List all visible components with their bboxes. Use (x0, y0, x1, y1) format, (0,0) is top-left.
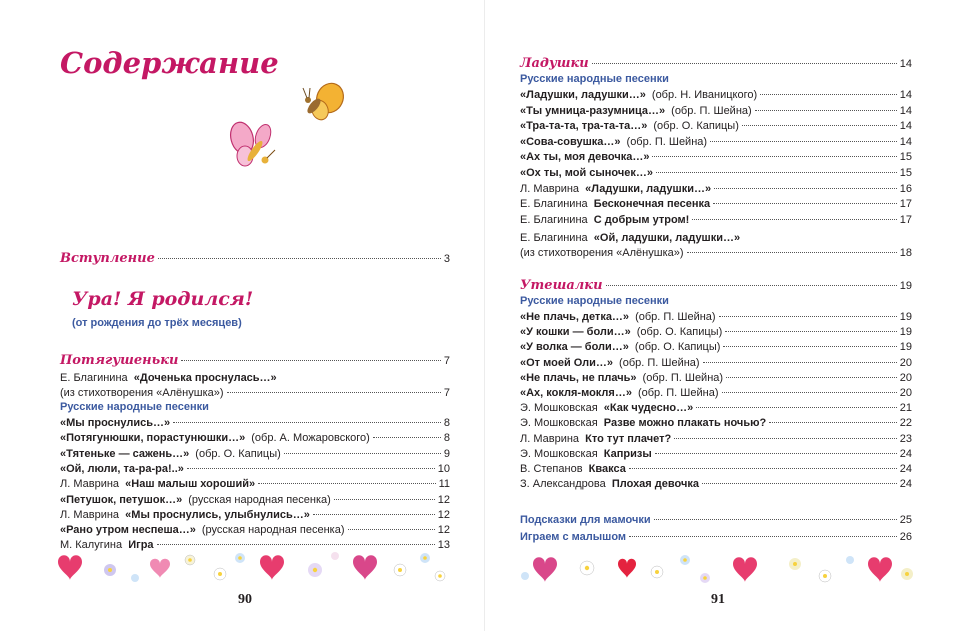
toc-entry[interactable] (520, 477, 912, 491)
entry-author: Л. Маврина (60, 508, 120, 521)
flowers-hearts-decoration (515, 550, 925, 590)
butterfly-orange-icon (300, 80, 350, 130)
toc-entry[interactable] (520, 462, 912, 476)
toc-entry[interactable] (60, 462, 450, 476)
entry-page: 17 (899, 213, 912, 226)
entry-title: «Не плачь, детка…» (520, 311, 630, 323)
entry-note: (обр. О. Капицы) (195, 447, 281, 460)
toc-entry[interactable] (520, 104, 912, 118)
entry-page: 16 (899, 182, 912, 195)
entry-author: З. Александрова (520, 478, 606, 491)
entry-author: В. Степанов (520, 463, 583, 475)
entry-title: «Мы проснулись, улыбнулись…» (125, 508, 310, 521)
entry-title: Капризы (603, 447, 652, 460)
entry-title: Кто тут плачет? (585, 432, 672, 445)
entry-author: Л. Маврина (520, 432, 580, 445)
toc-entry[interactable] (520, 416, 912, 430)
entry-page: 8 (443, 417, 450, 429)
entry-title: Игра (128, 539, 154, 552)
entry-title: Плохая девочка (611, 478, 699, 491)
toc-entry[interactable] (520, 401, 912, 415)
entry-title: Разве можно плакать ночью? (603, 417, 767, 430)
toc-entry[interactable] (60, 508, 450, 522)
flowers-hearts-decoration (40, 548, 460, 588)
entry-author: Е. Благинина (520, 198, 588, 211)
entry-page: 24 (899, 447, 912, 460)
toc-entry[interactable] (520, 213, 912, 227)
entry-page: 24 (899, 478, 912, 491)
toc-entry[interactable] (520, 166, 912, 180)
entry-page: 19 (899, 326, 912, 339)
entry-page: 23 (899, 432, 912, 445)
right-page (485, 0, 970, 631)
entry-author: Э. Мошковская (520, 447, 598, 460)
entry-page: 14 (899, 104, 912, 117)
subheading: Русские народные песенки (520, 295, 669, 307)
entry-page: 14 (899, 135, 912, 148)
page-number: 90 (238, 592, 252, 607)
toc-entry[interactable] (520, 340, 912, 354)
entry-title: «У кошки — боли…» (520, 326, 631, 339)
entry-title: «Ах ты, моя девочка…» (520, 151, 650, 164)
toc-entry-line: Е. Благинина «Ой, ладушки, ладушки…» (520, 232, 741, 244)
entry-title: «Ладушки, ладушки…» (520, 89, 646, 101)
toc-entry[interactable] (520, 447, 912, 461)
entry-title: «Ох ты, мой сыночек…» (520, 167, 653, 179)
toc-entry[interactable] (60, 493, 450, 507)
entry-title: «Как чудесно…» (603, 402, 694, 415)
entry-title: «Тятеньке — сажень…» (60, 447, 190, 460)
entry-page: 9 (443, 447, 450, 460)
entry-page: 21 (899, 402, 912, 415)
toc-entry[interactable] (60, 431, 450, 445)
toc-entry[interactable] (520, 182, 912, 196)
entry-author: Л. Маврина (520, 182, 580, 195)
subheading: Русские народные песенки (60, 401, 209, 413)
entry-title: «Тра-та-та, тра-та-та…» (520, 120, 648, 133)
entry-title: «Рано утром неспеша…» (60, 524, 196, 537)
toc-entry[interactable] (60, 447, 450, 461)
entry-title: «Петушок, петушок…» (60, 493, 183, 506)
entry-page: 14 (899, 120, 912, 133)
entry-note: (обр. П. Шейна) (637, 387, 719, 399)
entry-page: 17 (899, 198, 912, 211)
toc-entry[interactable] (520, 150, 912, 164)
toc-entry[interactable] (60, 416, 450, 430)
toc-entry[interactable] (520, 197, 912, 211)
subheading: Русские народные песенки (520, 73, 669, 85)
entry-author: Э. Мошковская (520, 402, 598, 415)
page-number: 91 (711, 592, 725, 607)
entry-title: «Потягунюшки, порастунюшки…» (60, 432, 246, 445)
toc-section-uteshalki[interactable]: Утешалки 19 (520, 278, 912, 293)
toc-entry-extra[interactable] (520, 513, 912, 527)
entry-page: 20 (899, 387, 912, 399)
entry-note: (русская народная песенка) (201, 524, 345, 537)
entry-note: (обр. П. Шейна) (642, 371, 724, 384)
entry-title: «Мы проснулись…» (60, 417, 171, 429)
toc-entry[interactable] (520, 356, 912, 370)
entry-title: «Ты умница-разумница…» (520, 104, 666, 117)
entry-page: 12 (437, 493, 450, 506)
entry-page: 19 (899, 341, 912, 354)
toc-entry-oy-ladushki[interactable]: (из стихотворения «Алёнушка») 18 (520, 247, 912, 259)
entry-title: Квакса (588, 463, 626, 475)
entry-author: Л. Маврина (60, 478, 120, 491)
entry-title: «Ладушки, ладушки…» (585, 182, 712, 195)
entry-note: (обр. О. Капицы) (636, 326, 723, 339)
entry-page: 15 (899, 167, 912, 179)
entry-note: (обр. О. Капицы) (634, 341, 721, 354)
entry-note: (обр. П. Шейна) (671, 104, 752, 117)
entry-title: «У волка — боли…» (520, 341, 629, 354)
entry-note: (обр. А. Можаровского) (251, 432, 370, 445)
entry-title: «От моей Оли…» (520, 356, 614, 369)
entry-note: (русская народная песенка) (188, 493, 331, 506)
toc-entry[interactable] (60, 523, 450, 537)
entry-page: 12 (437, 508, 450, 521)
entry-page: 10 (437, 462, 450, 475)
entry-title: «Не плачь, не плачь» (520, 371, 637, 384)
entry-page: 20 (899, 371, 912, 384)
entry-page: 14 (899, 89, 912, 101)
entry-page: 22 (899, 417, 912, 430)
entry-page: 25 (899, 514, 912, 526)
entry-title: С добрым утром! (593, 213, 690, 226)
part-subtitle: (от рождения до трёх месяцев) (72, 317, 242, 329)
toc-entry-line: Е. Благинина «Доченька проснулась…» (60, 372, 277, 384)
entry-page: 15 (899, 151, 912, 164)
entry-note: (обр. П. Шейна) (635, 311, 716, 323)
entry-page: 26 (899, 531, 912, 543)
toc-entry[interactable] (520, 88, 912, 102)
entry-note: (обр. О. Капицы) (653, 120, 739, 133)
entry-page: 20 (899, 356, 912, 369)
part-title: Ура! Я родился! (72, 288, 254, 310)
toc-entry[interactable] (520, 325, 912, 339)
toc-entry[interactable] (520, 386, 912, 400)
toc-entry[interactable] (520, 119, 912, 133)
entry-page: 8 (443, 432, 450, 445)
entry-page: 11 (438, 478, 450, 491)
toc-entry[interactable] (520, 432, 912, 446)
entry-page: 13 (437, 539, 450, 552)
toc-section-ladushki[interactable]: Ладушки 14 (520, 56, 912, 71)
entry-title: «Ах, кокля-мокля…» (520, 387, 632, 399)
toc-entry-extra[interactable] (520, 530, 912, 544)
toc-entry[interactable] (520, 371, 912, 385)
entry-note: (обр. П. Шейна) (626, 135, 708, 148)
toc-entry-dochenka[interactable]: (из стихотворения «Алёнушка») 7 (60, 387, 450, 399)
entry-page: 12 (437, 524, 450, 537)
entry-note: (обр. П. Шейна) (619, 356, 700, 369)
entry-title: Бесконечная песенка (593, 198, 711, 211)
toc-entry-intro[interactable]: Вступление 3 (60, 251, 450, 266)
entry-title: «Сова-совушка…» (520, 135, 621, 148)
entry-author: Э. Мошковская (520, 417, 598, 430)
toc-entry[interactable] (520, 135, 912, 149)
entry-title: «Наш малыш хороший» (125, 478, 256, 491)
entry-page: 24 (899, 463, 912, 475)
butterfly-pink-icon (225, 118, 280, 173)
entry-author: Е. Благинина (520, 213, 588, 226)
entry-note: (обр. Н. Иваницкого) (651, 89, 758, 101)
entry-title: Играем с малышом (520, 531, 627, 543)
page-title: Содержание (60, 46, 279, 80)
toc-entry[interactable] (60, 477, 450, 491)
entry-author: М. Калугина (60, 539, 123, 552)
toc-section-potyagushenki[interactable]: Потягушеньки 7 (60, 353, 450, 368)
entry-page: 19 (899, 311, 912, 323)
toc-entry[interactable] (520, 310, 912, 324)
entry-title: Подсказки для мамочки (520, 514, 651, 526)
entry-title: «Ой, люли, та-ра-ра!..» (60, 462, 184, 475)
